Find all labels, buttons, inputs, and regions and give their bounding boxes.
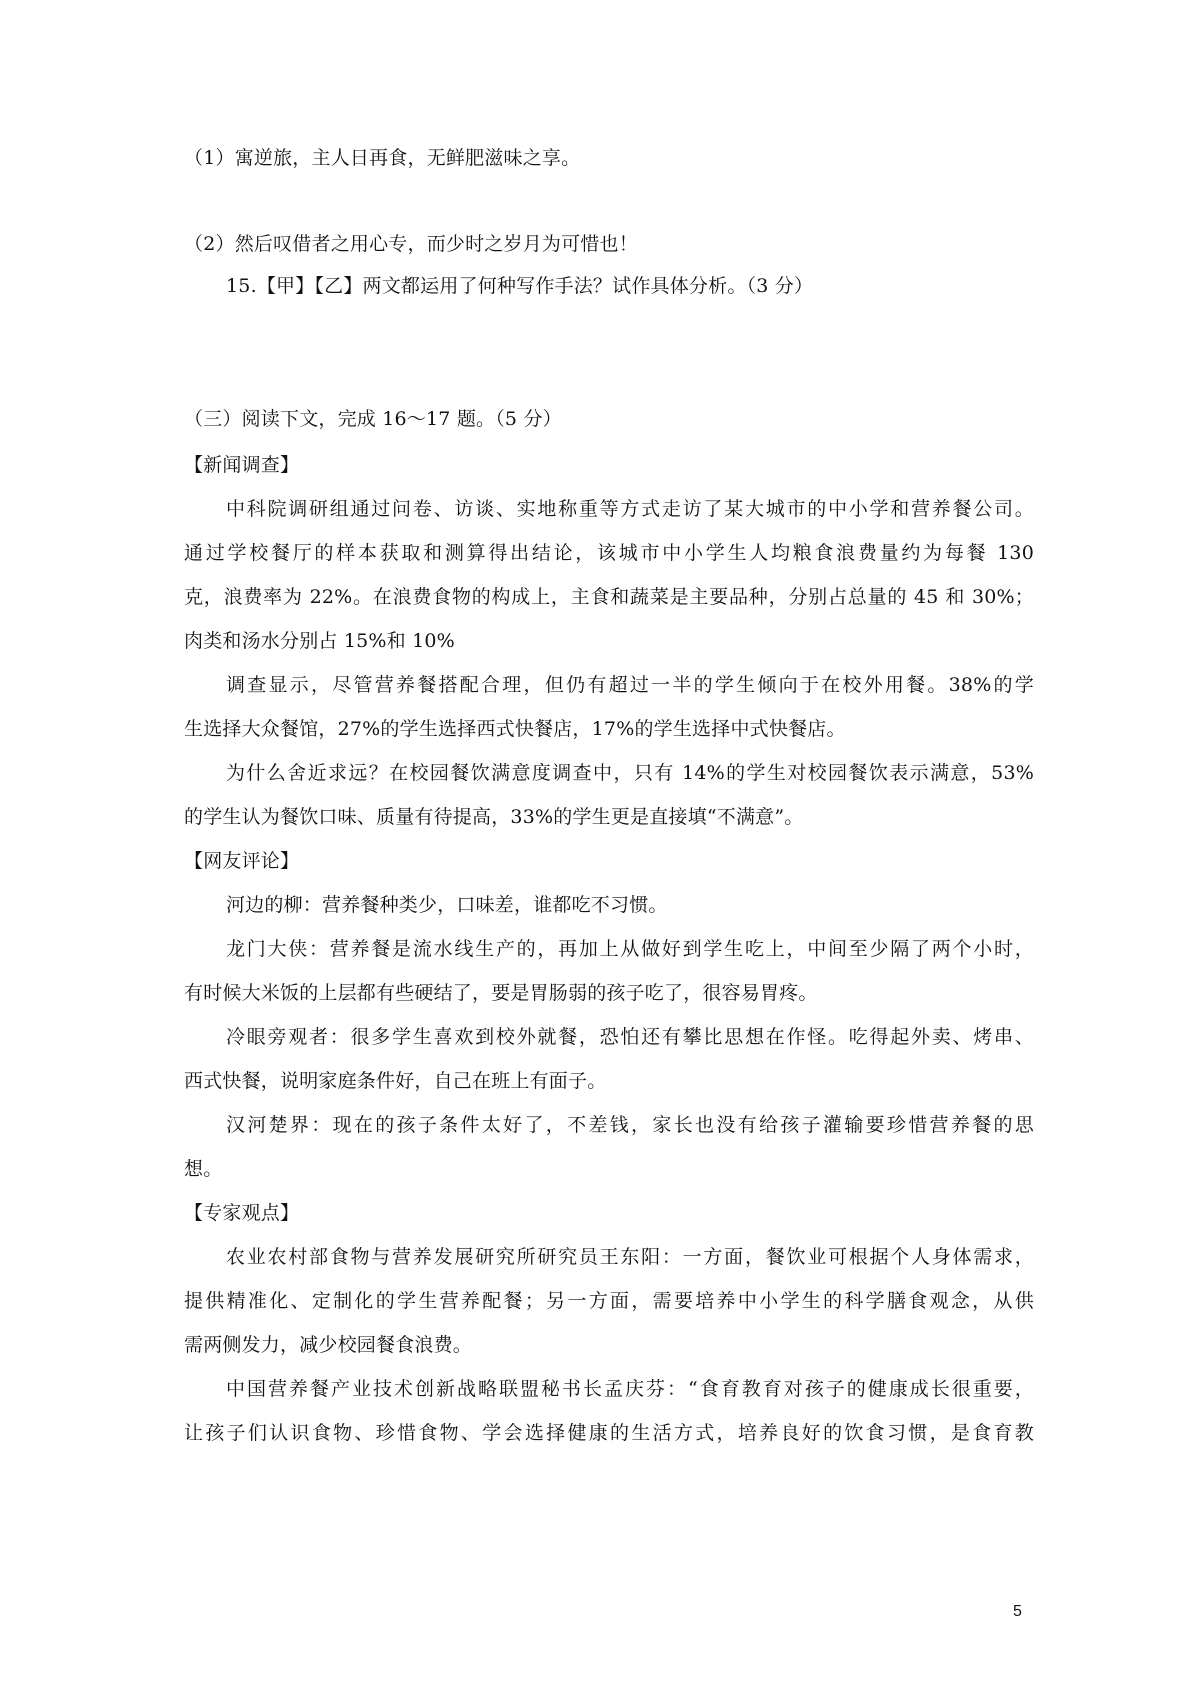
expert-line: 农业农村部食物与营养发展研究所研究员王东阳：一方面，餐饮业可根据个人身体需求， [226,1246,1034,1268]
answer-item-1: （1）寓逆旅，主人日再食，无鲜肥滋味之享。 [184,147,581,169]
paragraph-line: 为什么舍近求远？在校园餐饮满意度调查中，只有 14%的学生对校园餐饮表示满意，53% [226,762,1034,784]
paragraph-line: 肉类和汤水分别占 15%和 10% [184,630,455,652]
answer-item-2: （2）然后叹借者之用心专，而少时之岁月为可惜也！ [184,233,638,255]
comment-line: 龙门大侠：营养餐是流水线生产的，再加上从做好到学生吃上，中间至少隔了两个小时， [226,938,1034,960]
paragraph-line: 克，浪费率为 22%。在浪费食物的构成上，主食和蔬菜是主要品种，分别占总量的 45 和 30%； [184,586,1034,608]
page-number: 5 [1013,1603,1022,1620]
paragraph-line: 的学生认为餐饮口味、质量有待提高，33%的学生更是直接填“不满意”。 [184,806,804,828]
netizen-comments-heading: 【网友评论】 [184,850,300,872]
paragraph-line: 生选择大众餐馆，27%的学生选择西式快餐店，17%的学生选择中式快餐店。 [184,718,846,740]
comment-line: 汉河楚界：现在的孩子条件太好了，不差钱，家长也没有给孩子灌输要珍惜营养餐的思 [226,1114,1034,1136]
comment-line: 有时候大米饭的上层都有些硬结了，要是胃肠弱的孩子吃了，很容易胃疼。 [184,982,818,1004]
comment-line: 河边的柳：营养餐种类少，口味差，谁都吃不习惯。 [226,894,668,916]
comment-line: 西式快餐，说明家庭条件好，自己在班上有面子。 [184,1070,607,1092]
expert-line: 中国营养餐产业技术创新战略联盟秘书长孟庆芬：“食育教育对孩子的健康成长很重要， [226,1378,1034,1400]
expert-opinion-heading: 【专家观点】 [184,1202,300,1224]
paragraph-line: 通过学校餐厅的样本获取和测算得出结论，该城市中小学生人均粮食浪费量约为每餐 130 [184,542,1034,564]
question-15: 15.【甲】【乙】两文都运用了何种写作手法？试作具体分析。（3 分） [226,275,814,297]
paragraph-line: 调查显示，尽管营养餐搭配合理，但仍有超过一半的学生倾向于在校外用餐。38%的学 [226,674,1034,696]
paragraph-line: 中科院调研组通过问卷、访谈、实地称重等方式走访了某大城市的中小学和营养餐公司。 [226,498,1034,520]
section-3-heading: （三）阅读下文，完成 16～17 题。（5 分） [184,408,562,430]
news-survey-heading: 【新闻调查】 [184,454,300,476]
expert-line: 提供精准化、定制化的学生营养配餐；另一方面，需要培养中小学生的科学膳食观念，从供 [184,1290,1034,1312]
comment-line: 想。 [184,1158,223,1180]
expert-line: 让孩子们认识食物、珍惜食物、学会选择健康的生活方式，培养良好的饮食习惯，是食育教 [184,1422,1034,1444]
comment-line: 冷眼旁观者：很多学生喜欢到校外就餐，恐怕还有攀比思想在作怪。吃得起外卖、烤串、 [226,1026,1034,1048]
expert-line: 需两侧发力，减少校园餐食浪费。 [184,1334,473,1356]
